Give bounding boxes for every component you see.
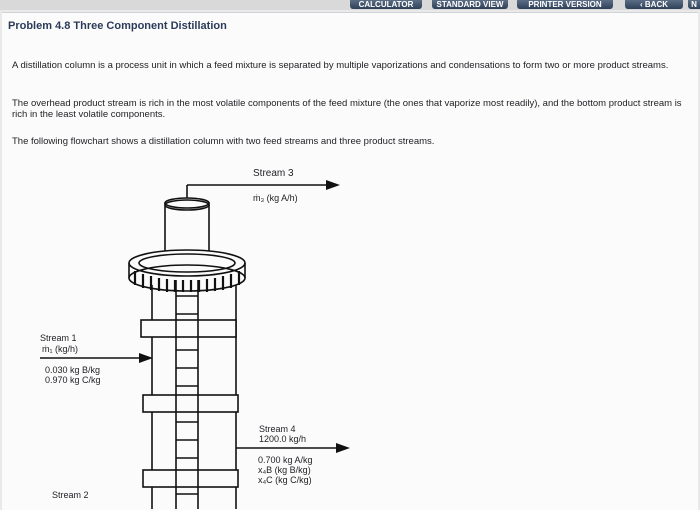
stream4-composition-b: x₄B (kg B/kg) bbox=[258, 465, 311, 475]
stream3-label: Stream 3 bbox=[253, 168, 294, 179]
stream1-flow: ṁ₁ (kg/h) bbox=[42, 344, 79, 354]
stream4-label: Stream 4 bbox=[259, 424, 296, 434]
problem-paragraph-1: A distillation column is a process unit in which a feed mixture is separated by multiple vaporizations and condensations to form two or more product streams. bbox=[12, 60, 669, 71]
stream2-label: Stream 2 bbox=[52, 490, 89, 500]
calculator-button[interactable]: CALCULATOR bbox=[350, 0, 422, 9]
standard-view-button[interactable]: STANDARD VIEW bbox=[432, 0, 508, 9]
stream3-flow: ṁ₃ (kg A/h) bbox=[253, 193, 298, 203]
stream1-arrowhead bbox=[139, 353, 153, 363]
stream4-composition-c: x₄C (kg C/kg) bbox=[258, 475, 312, 485]
printer-version-button[interactable]: PRINTER VERSION bbox=[517, 0, 613, 9]
stream3-arrowhead bbox=[326, 180, 340, 190]
problem-title: Problem 4.8 Three Component Distillation bbox=[8, 20, 227, 32]
stream4-arrowhead bbox=[336, 443, 350, 453]
problem-paragraph-3: The following flowchart shows a distillation column with two feed streams and three product streams. bbox=[12, 136, 435, 147]
stream1-composition-c: 0.970 kg C/kg bbox=[45, 375, 101, 385]
back-button[interactable]: ‹ BACK bbox=[625, 0, 683, 9]
stream1-composition-b: 0.030 kg B/kg bbox=[45, 365, 101, 375]
stream1-label: Stream 1 bbox=[40, 333, 77, 343]
problem-paragraph-2: The overhead product stream is rich in the most volatile components of the feed mixture (the ones that vaporize most readily), and the bottom product stream is rich in the least volatile components. bbox=[12, 98, 682, 120]
next-button[interactable]: N bbox=[688, 0, 700, 9]
stream4-composition-a: 0.700 kg A/kg bbox=[258, 455, 313, 465]
stream4-flow: 1200.0 kg/h bbox=[259, 434, 307, 444]
